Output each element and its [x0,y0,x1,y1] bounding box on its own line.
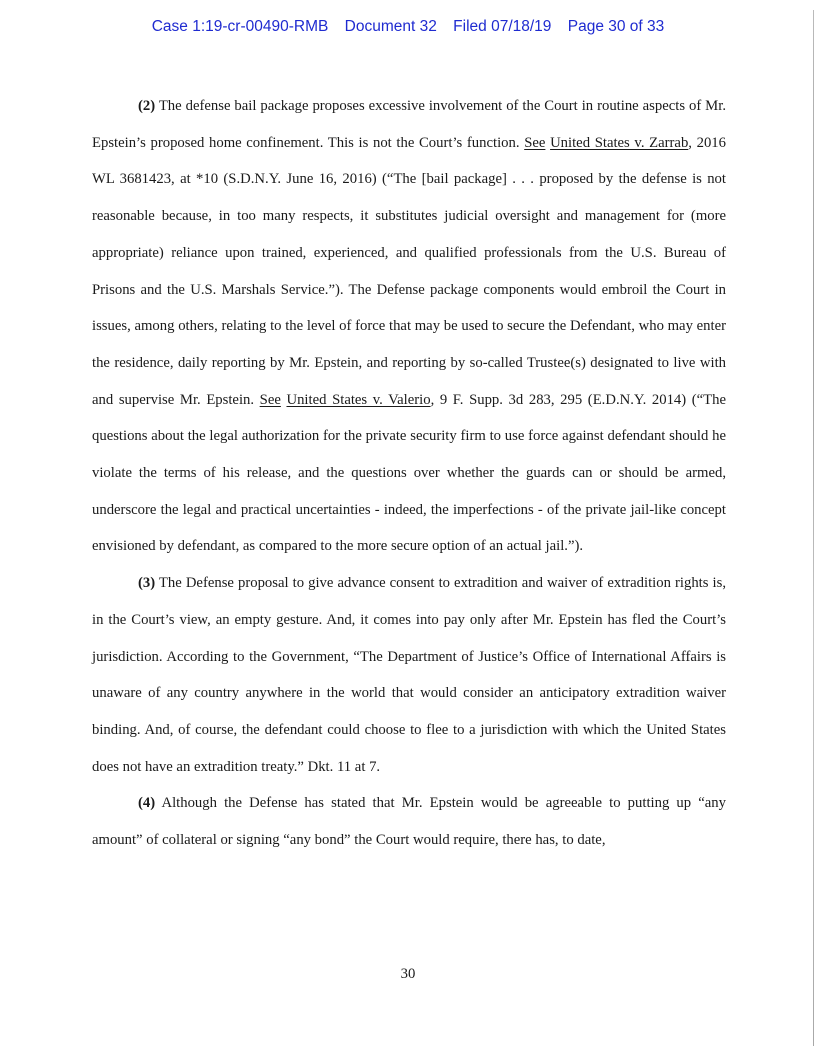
signal-see: See [259,391,281,408]
document-number: Document 32 [344,18,437,35]
signal-see: See [524,134,546,151]
paragraph-2 [92,88,726,565]
filing-header [0,18,816,36]
case-citation-zarrab: United States v. Zarrab [550,134,689,151]
page-number: 30 [400,966,416,982]
paragraph-text: The defense bail package proposes excessive involvement of the Court in routine aspects of Mr. Epstein’s proposed home confinement. This is not the Court’s function. [92,98,726,151]
paragraph-3 [92,565,726,785]
paragraph-text: The Defense proposal to give advance consent to extradition and waiver of extradition rights is, in the Court’s view, an empty gesture. And, it comes into pay only after Mr. Epstein has fled the Court’s jurisdiction. According to the Government, “The Department of Justice’s Office of International Affairs is unaware of any country anywhere in the world that would consider an anticipatory extradition waiver binding. And, of course, the defendant could choose to flee to a jurisdiction with which the United States does not have an extradition treaty.” Dkt. 11 at 7. [92,575,726,775]
paragraph-text: , 9 F. Supp. 3d 283, 295 (E.D.N.Y. 2014) (“The questions about the legal authorization for the private security firm to use force against defendant should he violate the terms of his release, and the questions over whether the guards can or should be armed, underscore the legal and practical uncertainties - indeed, the imperfections - of the private jail-like concept envisioned by defendant, as compared to the more secure option of an actual jail.”). [92,391,727,555]
paragraph-number: (3) [138,575,156,592]
paragraph-text: , 2016 WL 3681423, at *10 (S.D.N.Y. June 16, 2016) (“The [bail package] . . . proposed by the defense is not reasonable because, in too many respects, it substitutes judicial oversight and management for (more appropriate) reliance upon trained, experienced, and qualified professionals from the U.S. Bureau of Prisons and the U.S. Marshals Service.”). The Defense package components would embroil the Court in issues, among others, relating to the level of force that may be used to secure the Defendant, who may enter the residence, daily reporting by Mr. Epstein, and reporting by so-called Trustee(s) designated to live with and supervise Mr. Epstein. [92,134,726,408]
document-body [92,88,726,859]
paragraph-4 [92,785,726,858]
page-count: Page 30 of 33 [567,18,665,35]
paragraph-number: (2) [138,98,156,114]
case-number: Case 1:19-cr-00490-RMB [151,18,329,35]
paragraph-number: (4) [138,795,156,812]
case-citation-valerio: United States v. Valerio [286,391,431,408]
page-edge-scan-line [813,10,814,1046]
filed-date: Filed 07/18/19 [453,18,552,35]
paragraph-text: Although the Defense has stated that Mr. Epstein would be agreeable to putting up “any amount” of collateral or signing “any bond” the Court would require, there has, to date, [92,795,726,849]
